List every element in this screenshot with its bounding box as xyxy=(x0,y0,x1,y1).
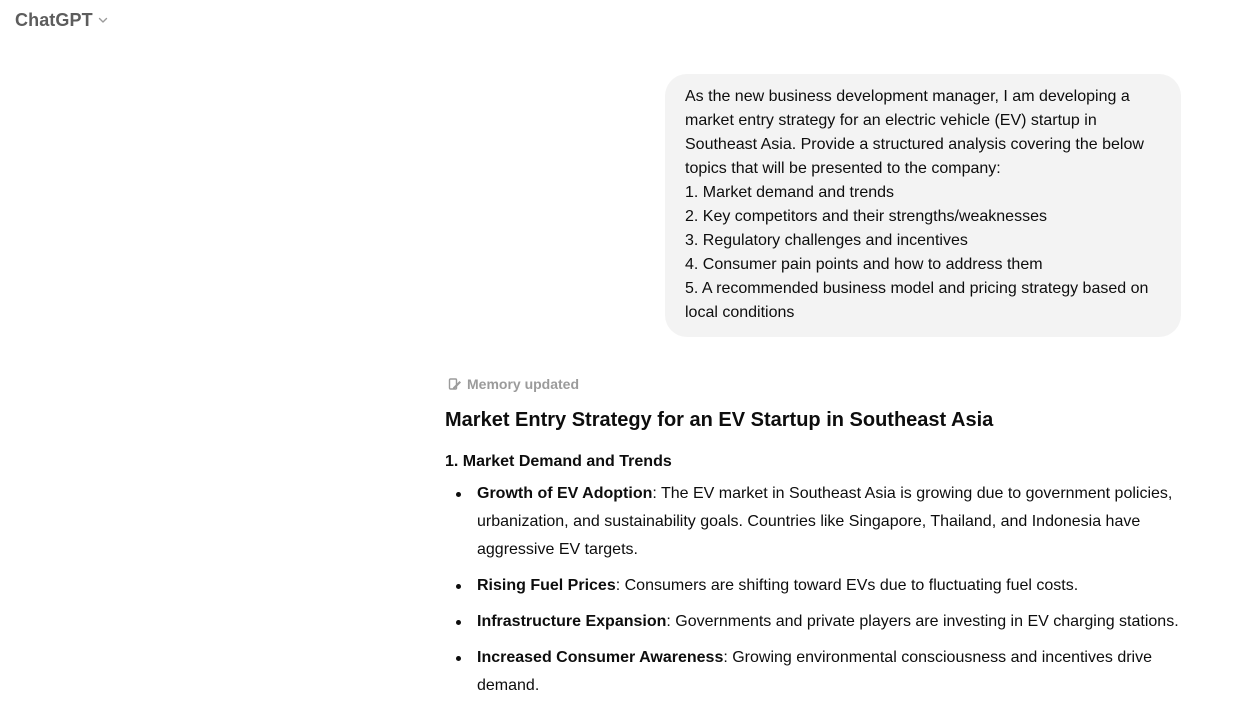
list-item xyxy=(445,644,1195,700)
bullet-text: : Growing environmental consciousness and incentives drive demand. xyxy=(477,649,1153,694)
model-selector[interactable] xyxy=(15,10,109,31)
bullet-term: Growth of EV Adoption xyxy=(477,485,653,502)
user-message-item: 1. Market demand and trends xyxy=(685,184,895,201)
user-message-item: 5. A recommended business model and pricing strategy based on local conditions xyxy=(685,280,1149,321)
bullet-term: Rising Fuel Prices xyxy=(477,577,616,594)
memory-updated-indicator[interactable] xyxy=(448,374,1195,394)
bullet-list xyxy=(445,480,1195,700)
memory-updated-label: Memory updated xyxy=(467,376,580,392)
memory-pencil-icon xyxy=(448,377,462,391)
list-item xyxy=(445,608,1195,636)
bullet-text: : The EV market in Southeast Asia is growing due to government policies, urbanization, and sustainability goals. Countries like Singapore, Thailand, and Indonesia have aggressive EV targets. xyxy=(477,485,1173,558)
user-message-item: 2. Key competitors and their strengths/weaknesses xyxy=(685,208,1047,225)
bullet-text: : Consumers are shifting toward EVs due to fluctuating fuel costs. xyxy=(615,577,1079,594)
section-heading: 1. Market Demand and Trends xyxy=(445,453,672,470)
bullet-term: Increased Consumer Awareness xyxy=(477,649,724,666)
response-title: Market Entry Strategy for an EV Startup in Southeast Asia xyxy=(445,409,994,431)
user-message-bubble xyxy=(665,74,1181,337)
bullet-text: : Governments and private players are investing in EV charging stations. xyxy=(666,613,1179,630)
user-message-item: 3. Regulatory challenges and incentives xyxy=(685,232,968,249)
assistant-message xyxy=(445,374,1195,707)
user-message-text: As the new business development manager, I am developing a market entry strategy for an electric vehicle (EV) startup in Southeast Asia. Provide a structured analysis covering the below topics that will be presented to the company: xyxy=(685,88,1144,177)
user-message-item: 4. Consumer pain points and how to address them xyxy=(685,256,1043,273)
chevron-down-icon xyxy=(97,13,109,31)
list-item xyxy=(445,572,1195,600)
list-item xyxy=(445,480,1195,564)
model-name: ChatGPT xyxy=(15,10,93,30)
bullet-term: Infrastructure Expansion xyxy=(477,613,667,630)
